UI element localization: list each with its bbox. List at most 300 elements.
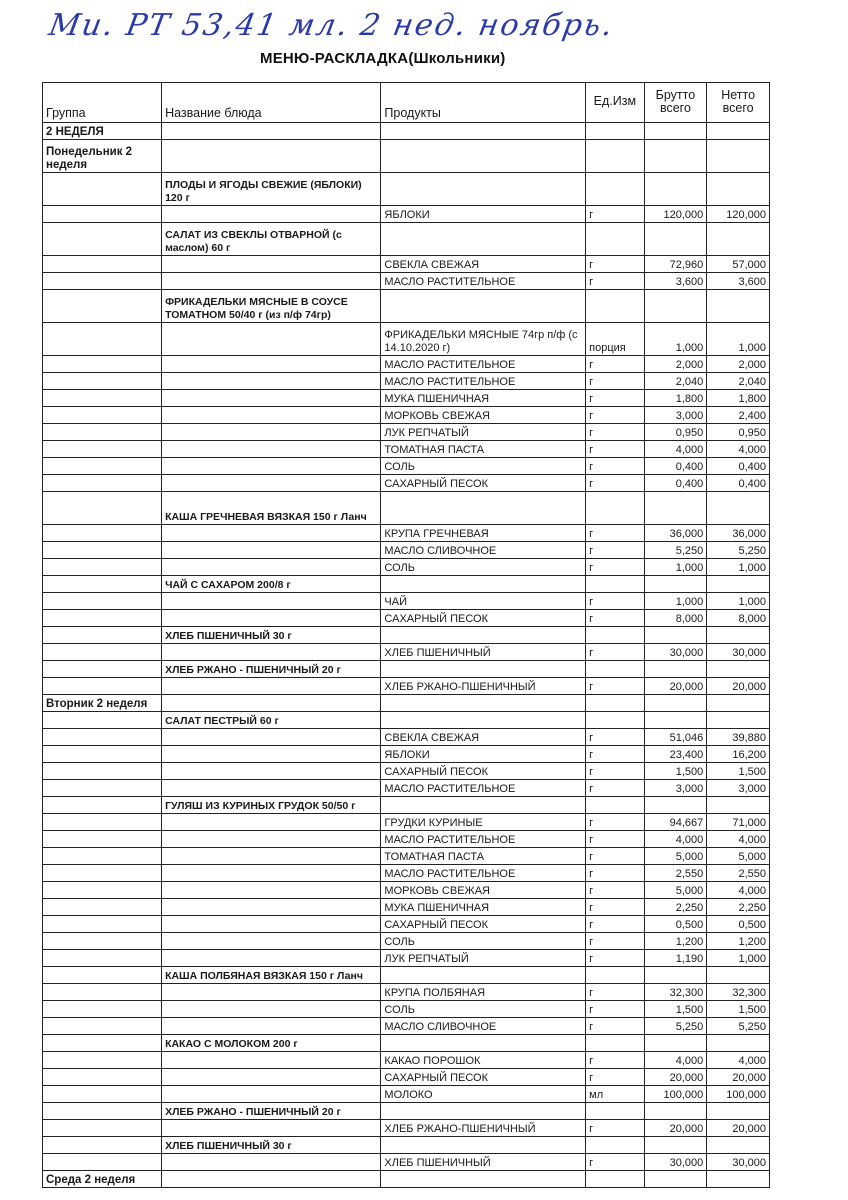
product-row (43, 206, 770, 223)
header-unit: Ед.Изм (586, 83, 644, 123)
netto-cell: 32,300 (707, 984, 770, 1001)
brutto-cell (644, 290, 707, 323)
netto-cell (707, 1137, 770, 1154)
group-cell (43, 1018, 162, 1035)
unit-cell: г (586, 356, 644, 373)
dish-row (43, 712, 770, 729)
group-cell (43, 441, 162, 458)
brutto-cell (644, 712, 707, 729)
brutto-cell: 1,000 (644, 593, 707, 610)
brutto-cell (644, 967, 707, 984)
netto-cell: 4,000 (707, 831, 770, 848)
brutto-cell: 3,000 (644, 407, 707, 424)
unit-cell: г (586, 984, 644, 1001)
group-cell (43, 206, 162, 223)
group-cell (43, 1035, 162, 1052)
dish-name-cell (162, 123, 381, 140)
product-row (43, 559, 770, 576)
dish-name-cell (162, 1120, 381, 1137)
netto-cell (707, 1171, 770, 1188)
netto-cell (707, 712, 770, 729)
brutto-cell: 1,800 (644, 390, 707, 407)
product-row (43, 373, 770, 390)
product-cell: ХЛЕБ ПШЕНИЧНЫЙ (381, 644, 586, 661)
brutto-cell (644, 1171, 707, 1188)
unit-cell: г (586, 424, 644, 441)
group-row (43, 1171, 770, 1188)
product-row (43, 356, 770, 373)
group-cell: 2 НЕДЕЛЯ (43, 123, 162, 140)
dish-row (43, 290, 770, 323)
product-cell: СОЛЬ (381, 1001, 586, 1018)
product-cell: СОЛЬ (381, 933, 586, 950)
unit-cell: г (586, 441, 644, 458)
unit-cell: г (586, 933, 644, 950)
product-cell: ГРУДКИ КУРИНЫЕ (381, 814, 586, 831)
product-cell: ФРИКАДЕЛЬКИ МЯСНЫЕ 74гр п/ф (с 14.10.2020 г) (381, 323, 586, 356)
product-cell: МОРКОВЬ СВЕЖАЯ (381, 882, 586, 899)
product-cell: ТОМАТНАЯ ПАСТА (381, 441, 586, 458)
dish-name-cell (162, 1052, 381, 1069)
product-cell: ЧАЙ (381, 593, 586, 610)
product-cell: МАСЛО РАСТИТЕЛЬНОЕ (381, 373, 586, 390)
product-cell: САХАРНЫЙ ПЕСОК (381, 475, 586, 492)
product-row (43, 525, 770, 542)
product-cell: ХЛЕБ ПШЕНИЧНЫЙ (381, 1154, 586, 1171)
netto-cell: 4,000 (707, 882, 770, 899)
unit-cell (586, 492, 644, 525)
netto-cell (707, 1103, 770, 1120)
group-cell (43, 576, 162, 593)
product-cell: СОЛЬ (381, 458, 586, 475)
brutto-cell: 120,000 (644, 206, 707, 223)
menu-table (42, 82, 770, 1188)
product-cell (381, 492, 586, 525)
product-row (43, 984, 770, 1001)
product-cell (381, 712, 586, 729)
netto-cell: 71,000 (707, 814, 770, 831)
unit-cell (586, 967, 644, 984)
netto-cell: 1,000 (707, 559, 770, 576)
product-cell: ТОМАТНАЯ ПАСТА (381, 848, 586, 865)
product-cell (381, 967, 586, 984)
product-row (43, 424, 770, 441)
product-cell: МАСЛО РАСТИТЕЛЬНОЕ (381, 780, 586, 797)
brutto-cell: 3,000 (644, 780, 707, 797)
product-row (43, 678, 770, 695)
group-cell (43, 1001, 162, 1018)
product-cell: МАСЛО РАСТИТЕЛЬНОЕ (381, 831, 586, 848)
product-row (43, 542, 770, 559)
product-row (43, 593, 770, 610)
product-row (43, 1069, 770, 1086)
netto-cell (707, 661, 770, 678)
unit-cell (586, 695, 644, 712)
netto-cell: 20,000 (707, 1120, 770, 1137)
dish-name-cell (162, 882, 381, 899)
dish-name-cell (162, 865, 381, 882)
product-cell (381, 140, 586, 173)
netto-cell (707, 695, 770, 712)
group-row (43, 140, 770, 173)
product-row (43, 323, 770, 356)
brutto-cell: 1,500 (644, 1001, 707, 1018)
dish-name-cell (162, 933, 381, 950)
netto-cell (707, 223, 770, 256)
brutto-cell: 2,040 (644, 373, 707, 390)
brutto-cell (644, 173, 707, 206)
brutto-cell (644, 1137, 707, 1154)
netto-cell (707, 797, 770, 814)
brutto-cell: 51,046 (644, 729, 707, 746)
group-cell (43, 729, 162, 746)
netto-cell: 2,000 (707, 356, 770, 373)
product-cell: МОРКОВЬ СВЕЖАЯ (381, 407, 586, 424)
product-cell: МАСЛО СЛИВОЧНОЕ (381, 542, 586, 559)
product-cell: СОЛЬ (381, 559, 586, 576)
netto-cell: 1,500 (707, 763, 770, 780)
brutto-cell: 100,000 (644, 1086, 707, 1103)
dish-name-cell (162, 542, 381, 559)
product-cell: МУКА ПШЕНИЧНАЯ (381, 390, 586, 407)
product-row (43, 1001, 770, 1018)
product-row (43, 1018, 770, 1035)
group-cell (43, 950, 162, 967)
unit-cell (586, 576, 644, 593)
product-cell: КАКАО ПОРОШОК (381, 1052, 586, 1069)
product-cell: ХЛЕБ РЖАНО-ПШЕНИЧНЫЙ (381, 678, 586, 695)
group-cell (43, 525, 162, 542)
product-cell (381, 290, 586, 323)
unit-cell (586, 140, 644, 173)
product-cell: ЯБЛОКИ (381, 746, 586, 763)
header-brutto: Брутто всего (644, 83, 707, 123)
group-cell (43, 814, 162, 831)
brutto-cell (644, 797, 707, 814)
unit-cell (586, 1103, 644, 1120)
dish-name-cell (162, 746, 381, 763)
netto-cell (707, 1035, 770, 1052)
group-cell (43, 899, 162, 916)
dish-row (43, 492, 770, 525)
dish-name-cell (162, 273, 381, 290)
unit-cell: г (586, 273, 644, 290)
dish-row (43, 576, 770, 593)
dish-name-cell (162, 848, 381, 865)
brutto-cell: 8,000 (644, 610, 707, 627)
brutto-cell: 1,500 (644, 763, 707, 780)
netto-cell: 3,600 (707, 273, 770, 290)
netto-cell: 39,880 (707, 729, 770, 746)
dish-name-cell (162, 678, 381, 695)
netto-cell: 2,550 (707, 865, 770, 882)
product-row (43, 390, 770, 407)
unit-cell: г (586, 1154, 644, 1171)
dish-row (43, 661, 770, 678)
netto-cell (707, 576, 770, 593)
unit-cell: г (586, 206, 644, 223)
unit-cell: г (586, 593, 644, 610)
dish-row (43, 627, 770, 644)
group-cell (43, 559, 162, 576)
product-row (43, 1086, 770, 1103)
unit-cell: г (586, 644, 644, 661)
dish-name-cell (162, 831, 381, 848)
unit-cell (586, 797, 644, 814)
header-products: Продукты (381, 83, 586, 123)
brutto-cell (644, 627, 707, 644)
product-row (43, 814, 770, 831)
dish-name-cell (162, 407, 381, 424)
netto-cell: 2,250 (707, 899, 770, 916)
group-cell (43, 1154, 162, 1171)
netto-cell: 0,950 (707, 424, 770, 441)
group-cell (43, 256, 162, 273)
netto-cell: 2,040 (707, 373, 770, 390)
unit-cell: г (586, 746, 644, 763)
header-dish: Название блюда (162, 83, 381, 123)
unit-cell (586, 661, 644, 678)
unit-cell: г (586, 525, 644, 542)
netto-cell: 5,000 (707, 848, 770, 865)
group-cell (43, 1052, 162, 1069)
group-cell: Среда 2 неделя (43, 1171, 162, 1188)
group-cell (43, 593, 162, 610)
netto-cell: 1,000 (707, 950, 770, 967)
unit-cell: г (586, 1120, 644, 1137)
unit-cell (586, 223, 644, 256)
unit-cell: г (586, 678, 644, 695)
dish-name-cell: САЛАТ ПЕСТРЫЙ 60 г (162, 712, 381, 729)
group-cell (43, 865, 162, 882)
netto-cell: 4,000 (707, 441, 770, 458)
unit-cell: г (586, 390, 644, 407)
dish-row (43, 967, 770, 984)
brutto-cell (644, 123, 707, 140)
unit-cell: г (586, 916, 644, 933)
product-cell (381, 1035, 586, 1052)
brutto-cell (644, 695, 707, 712)
unit-cell: г (586, 373, 644, 390)
group-cell (43, 984, 162, 1001)
dish-name-cell: ХЛЕБ РЖАНО - ПШЕНИЧНЫЙ 20 г (162, 1103, 381, 1120)
netto-cell: 2,400 (707, 407, 770, 424)
unit-cell: г (586, 950, 644, 967)
product-row (43, 916, 770, 933)
dish-name-cell (162, 356, 381, 373)
group-cell (43, 323, 162, 356)
brutto-cell: 0,400 (644, 458, 707, 475)
brutto-cell: 30,000 (644, 1154, 707, 1171)
netto-cell (707, 967, 770, 984)
dish-name-cell: ЧАЙ С САХАРОМ 200/8 г (162, 576, 381, 593)
unit-cell (586, 1171, 644, 1188)
product-row (43, 644, 770, 661)
dish-name-cell (162, 695, 381, 712)
unit-cell: г (586, 882, 644, 899)
product-cell: МАСЛО РАСТИТЕЛЬНОЕ (381, 273, 586, 290)
dish-row (43, 223, 770, 256)
group-cell: Понедельник 2 неделя (43, 140, 162, 173)
brutto-cell: 4,000 (644, 441, 707, 458)
group-cell (43, 407, 162, 424)
unit-cell: г (586, 865, 644, 882)
unit-cell: г (586, 1001, 644, 1018)
dish-name-cell (162, 729, 381, 746)
group-cell (43, 678, 162, 695)
group-cell (43, 644, 162, 661)
brutto-cell: 5,250 (644, 1018, 707, 1035)
product-cell: МОЛОКО (381, 1086, 586, 1103)
dish-name-cell: ПЛОДЫ И ЯГОДЫ СВЕЖИЕ (ЯБЛОКИ) 120 г (162, 173, 381, 206)
brutto-cell (644, 661, 707, 678)
brutto-cell: 20,000 (644, 1120, 707, 1137)
product-row (43, 831, 770, 848)
netto-cell: 1,000 (707, 593, 770, 610)
product-cell (381, 173, 586, 206)
dish-name-cell (162, 780, 381, 797)
group-cell (43, 223, 162, 256)
brutto-cell: 2,000 (644, 356, 707, 373)
product-row (43, 780, 770, 797)
group-cell (43, 797, 162, 814)
dish-name-cell (162, 373, 381, 390)
unit-cell: порция (586, 323, 644, 356)
header-group: Группа (43, 83, 162, 123)
dish-name-cell: КАКАО С МОЛОКОМ 200 г (162, 1035, 381, 1052)
unit-cell: мл (586, 1086, 644, 1103)
dish-name-cell (162, 610, 381, 627)
product-cell: САХАРНЫЙ ПЕСОК (381, 1069, 586, 1086)
netto-cell: 57,000 (707, 256, 770, 273)
dish-name-cell (162, 525, 381, 542)
brutto-cell: 23,400 (644, 746, 707, 763)
dish-name-cell (162, 899, 381, 916)
group-cell (43, 475, 162, 492)
brutto-cell: 1,000 (644, 323, 707, 356)
dish-row (43, 1103, 770, 1120)
unit-cell (586, 627, 644, 644)
dish-name-cell (162, 458, 381, 475)
netto-cell: 30,000 (707, 644, 770, 661)
product-row (43, 1052, 770, 1069)
dish-name-cell (162, 441, 381, 458)
dish-row (43, 173, 770, 206)
product-row (43, 458, 770, 475)
product-cell (381, 576, 586, 593)
product-cell: МУКА ПШЕНИЧНАЯ (381, 899, 586, 916)
netto-cell (707, 173, 770, 206)
group-cell (43, 916, 162, 933)
unit-cell: г (586, 848, 644, 865)
dish-name-cell (162, 1018, 381, 1035)
netto-cell: 16,200 (707, 746, 770, 763)
table-header-row (43, 83, 770, 123)
netto-cell (707, 140, 770, 173)
netto-cell: 0,500 (707, 916, 770, 933)
group-cell (43, 356, 162, 373)
product-row (43, 1120, 770, 1137)
dish-row (43, 1035, 770, 1052)
group-cell (43, 746, 162, 763)
group-cell (43, 1103, 162, 1120)
unit-cell (586, 712, 644, 729)
netto-cell: 1,000 (707, 323, 770, 356)
product-cell: ХЛЕБ РЖАНО-ПШЕНИЧНЫЙ (381, 1120, 586, 1137)
netto-cell: 5,250 (707, 1018, 770, 1035)
group-cell (43, 1069, 162, 1086)
dish-name-cell (162, 256, 381, 273)
group-cell (43, 542, 162, 559)
product-row (43, 441, 770, 458)
group-row (43, 123, 770, 140)
netto-cell: 1,800 (707, 390, 770, 407)
netto-cell: 4,000 (707, 1052, 770, 1069)
unit-cell (586, 123, 644, 140)
unit-cell (586, 290, 644, 323)
netto-cell: 36,000 (707, 525, 770, 542)
product-row (43, 763, 770, 780)
dish-name-cell: ХЛЕБ ПШЕНИЧНЫЙ 30 г (162, 1137, 381, 1154)
brutto-cell: 3,600 (644, 273, 707, 290)
product-cell: ЛУК РЕПЧАТЫЙ (381, 950, 586, 967)
unit-cell (586, 173, 644, 206)
netto-cell (707, 492, 770, 525)
group-cell (43, 273, 162, 290)
netto-cell: 3,000 (707, 780, 770, 797)
dish-row (43, 1137, 770, 1154)
dish-name-cell (162, 140, 381, 173)
product-cell: КРУПА ПОЛБЯНАЯ (381, 984, 586, 1001)
dish-name-cell (162, 1001, 381, 1018)
header-netto: Нетто всего (707, 83, 770, 123)
product-cell (381, 797, 586, 814)
product-cell: СВЕКЛА СВЕЖАЯ (381, 256, 586, 273)
product-cell (381, 223, 586, 256)
product-cell (381, 661, 586, 678)
dish-name-cell (162, 763, 381, 780)
product-cell (381, 1103, 586, 1120)
unit-cell: г (586, 763, 644, 780)
unit-cell: г (586, 458, 644, 475)
product-row (43, 950, 770, 967)
group-cell (43, 933, 162, 950)
product-row (43, 848, 770, 865)
product-row (43, 475, 770, 492)
group-cell (43, 492, 162, 525)
netto-cell: 5,250 (707, 542, 770, 559)
product-cell: КРУПА ГРЕЧНЕВАЯ (381, 525, 586, 542)
brutto-cell: 32,300 (644, 984, 707, 1001)
group-cell (43, 780, 162, 797)
brutto-cell (644, 140, 707, 173)
unit-cell: г (586, 610, 644, 627)
handwritten-note: Ми. РТ 53,41 мл. 2 нед. ноябрь. (46, 8, 618, 43)
netto-cell (707, 627, 770, 644)
unit-cell (586, 1035, 644, 1052)
product-row (43, 899, 770, 916)
brutto-cell: 36,000 (644, 525, 707, 542)
unit-cell: г (586, 1052, 644, 1069)
group-row (43, 695, 770, 712)
brutto-cell: 4,000 (644, 1052, 707, 1069)
product-row (43, 1154, 770, 1171)
group-cell (43, 290, 162, 323)
table-body (43, 123, 770, 1188)
group-cell (43, 882, 162, 899)
product-cell: САХАРНЫЙ ПЕСОК (381, 916, 586, 933)
group-cell (43, 831, 162, 848)
